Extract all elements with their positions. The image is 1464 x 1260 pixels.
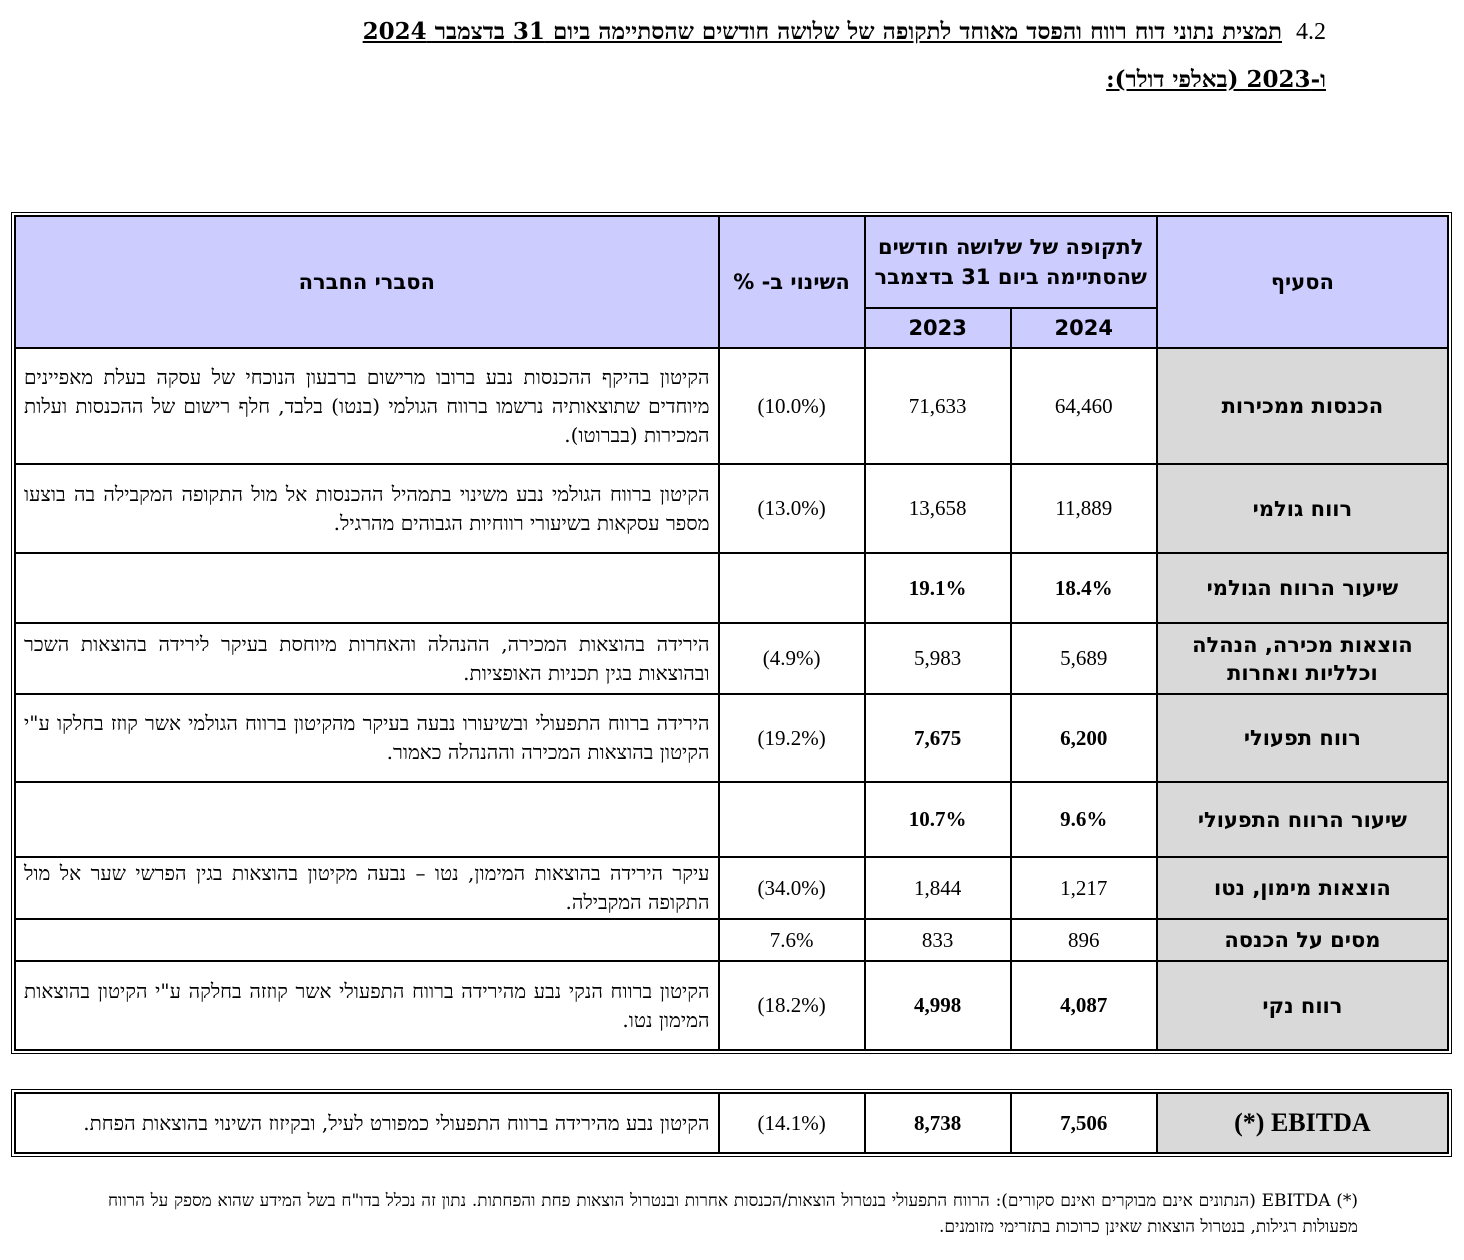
explanation: עיקר הירידה בהוצאות המימון, נטו – נבעה מקיטון בהוצאות בגין הפרשי שער אל מול התקופה המקבילה. [15, 857, 719, 919]
value-2024: 11,889 [1011, 464, 1157, 553]
table-row [15, 464, 1448, 553]
section-number: 4.2 [1296, 19, 1326, 45]
value-2023: 833 [865, 919, 1011, 961]
value-2023: 13,658 [865, 464, 1011, 553]
header-explanations: הסברי החברה [15, 216, 719, 348]
value-2023: 19.1% [865, 553, 1011, 623]
value-2024: 896 [1011, 919, 1157, 961]
change-percent: (19.2%) [719, 694, 865, 782]
row-label: הכנסות ממכירות [1157, 348, 1448, 464]
value-2024: 6,200 [1011, 694, 1157, 782]
value-2024: 18.4% [1011, 553, 1157, 623]
header-section: הסעיף [1157, 216, 1448, 348]
change-percent: (10.0%) [719, 348, 865, 464]
table-row [15, 694, 1448, 782]
table-row [15, 961, 1448, 1050]
header-period: לתקופה של שלושה חודשים שהסתיימה ביום 31 בדצמבר [865, 216, 1157, 308]
value-2023: 7,675 [865, 694, 1011, 782]
table-row [15, 919, 1448, 961]
row-label: רווח גולמי [1157, 464, 1448, 553]
ebitda-row [15, 1093, 1448, 1153]
table-row [15, 623, 1448, 694]
ebitda-explanation: הקיטון נבע מהירידה ברווח התפעולי כמפורט לעיל, ובקיזוז השינוי בהוצאות הפחת. [15, 1093, 719, 1153]
value-2024: 4,087 [1011, 961, 1157, 1050]
ebitda-footnote: (*) EBITDA (הנתונים אינם מבוקרים ואינם סקורים): הרווח התפעולי בנטרול הוצאות/הכנסות אחרות ובנטרול הוצאות פחת והפחתות. נתון זה נכלל בדו"ח בשל המידע שהוא מספק על הרווח מפעולות רגילות, בנטרול הוצאות שאינן כרוכות בתזרימי מזומנים. [108, 1191, 1359, 1237]
row-label: רווח נקי [1157, 961, 1448, 1050]
explanation [15, 553, 719, 623]
ebitda-change-percent: (14.1%) [719, 1093, 865, 1153]
section-title-continued: ו-2023 (באלפי דולר): [1106, 66, 1326, 93]
header-year-2023: 2023 [865, 308, 1011, 348]
value-2023: 71,633 [865, 348, 1011, 464]
header-year-2024: 2024 [1011, 308, 1157, 348]
row-label: הוצאות מימון, נטו [1157, 857, 1448, 919]
ebitda-label: EBITDA (*) [1157, 1093, 1448, 1153]
explanation: הירידה בהוצאות המכירה, ההנהלה והאחרות מיוחסת בעיקר לירידה בהוצאות השכר ובהוצאות בגין תכניות האופציות. [15, 623, 719, 694]
value-2023: 1,844 [865, 857, 1011, 919]
value-2024: 9.6% [1011, 782, 1157, 857]
section-heading [363, 18, 1326, 46]
change-percent: (13.0%) [719, 464, 865, 553]
table-row [15, 782, 1448, 857]
table-row [15, 348, 1448, 464]
income-statement-table [11, 212, 1452, 1054]
explanation: הקיטון ברווח הנקי נבע מהירידה ברווח התפעולי אשר קוזזה בחלקה ע"י הקיטון בהוצאות המימון נטו. [15, 961, 719, 1050]
value-2024: 5,689 [1011, 623, 1157, 694]
row-label: מסים על הכנסה [1157, 919, 1448, 961]
change-percent [719, 782, 865, 857]
explanation [15, 919, 719, 961]
value-2023: 5,983 [865, 623, 1011, 694]
ebitda-value-2023: 8,738 [865, 1093, 1011, 1153]
change-percent: (4.9%) [719, 623, 865, 694]
table-row [15, 857, 1448, 919]
explanation: הירידה ברווח התפעולי ובשיעורו נבעה בעיקר מהקיטון ברווח הגולמי אשר קוזז בחלקו ע"י הקיטון בהוצאות המכירה וההנהלה כאמור. [15, 694, 719, 782]
table-row [15, 553, 1448, 623]
change-percent: 7.6% [719, 919, 865, 961]
value-2023: 4,998 [865, 961, 1011, 1050]
ebitda-value-2024: 7,506 [1011, 1093, 1157, 1153]
header-change: השינוי ב- % [719, 216, 865, 348]
change-percent: (18.2%) [719, 961, 865, 1050]
section-title: תמצית נתוני דוח רווח והפסד מאוחד לתקופה של שלושה חודשים שהסתיימה ביום 31 בדצמבר 2024 [362, 18, 1282, 45]
row-label: רווח תפעולי [1157, 694, 1448, 782]
explanation: הקיטון ברווח הגולמי נבע משינוי בתמהיל ההכנסות אל מול התקופה המקבילה בה בוצעו מספר עסקאות בשיעורי רווחיות הגבוהים מהרגיל. [15, 464, 719, 553]
change-percent [719, 553, 865, 623]
change-percent: (34.0%) [719, 857, 865, 919]
value-2023: 10.7% [865, 782, 1011, 857]
row-label: שיעור הרווח התפעולי [1157, 782, 1448, 857]
value-2024: 64,460 [1011, 348, 1157, 464]
value-2024: 1,217 [1011, 857, 1157, 919]
row-label: שיעור הרווח הגולמי [1157, 553, 1448, 623]
explanation: הקיטון בהיקף ההכנסות נבע ברובו מרישום ברבעון הנוכחי של עסקה בעלת מאפיינים מיוחדים שתוצאותיה נרשמו ברווח הגולמי (בנטו) בלבד, חלף רישום של ההכנסות ועלות המכירות (בברוטו). [15, 348, 719, 464]
explanation [15, 782, 719, 857]
row-label: הוצאות מכירה, הנהלה וכלליות ואחרות [1157, 623, 1448, 694]
ebitda-table [11, 1089, 1452, 1157]
